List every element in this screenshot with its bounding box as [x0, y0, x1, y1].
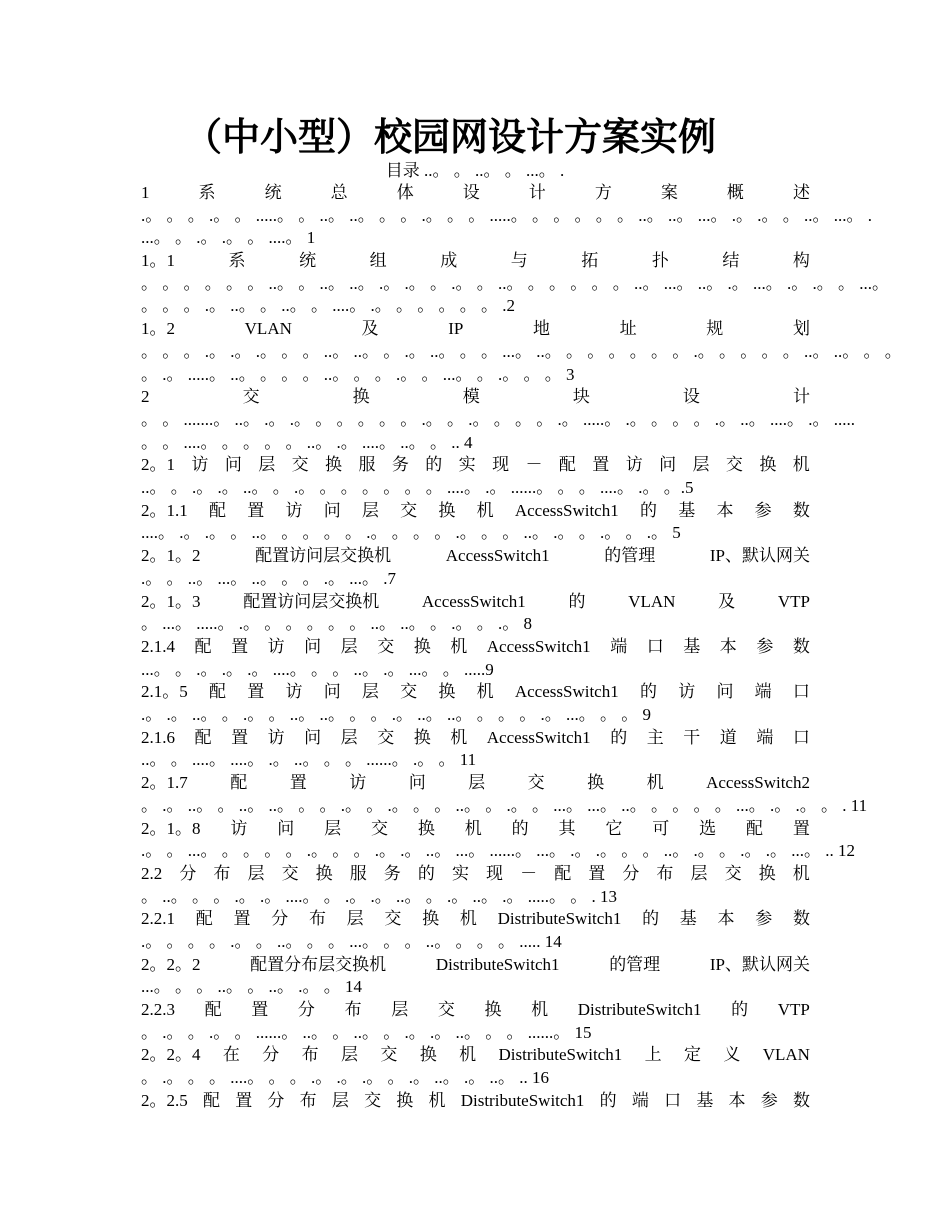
toc-entry-title — [141, 318, 810, 341]
toc-entry-word: 的 — [425, 455, 443, 475]
toc-entry-word: 配 — [202, 1090, 220, 1110]
toc-entry-word: 数 — [792, 500, 810, 520]
toc-leader-and-page: 。 。 。 。 。 。 ..。 。 ..。 ..。 .。 .。 。 .。 。 ..。 。 。 。 。 。 ..。 ...。 ..。 .。 ...。 .。 .。 。 ...。 — [141, 273, 889, 293]
toc-entry-word: 配 — [204, 1000, 222, 1020]
toc-entry-word: 交 — [281, 863, 299, 883]
toc-entry-word: 机 — [464, 818, 482, 838]
toc-entry-word: 口 — [792, 682, 810, 702]
toc-entry-word: 交 — [725, 455, 743, 475]
toc-entry-word: 层 — [340, 636, 358, 656]
toc-entry-title — [141, 386, 810, 409]
toc-entry[interactable] — [141, 591, 810, 636]
toc-entry-word: 结 — [722, 251, 740, 271]
toc-entry-word: 交 — [400, 682, 418, 702]
toc-entry-word: 本 — [719, 636, 737, 656]
toc-entry-word: 访 — [191, 455, 209, 475]
toc-leader-and-page: 。 .。 .....。 ..。 。 。 。 ..。 。 。 .。 。 ...。 。 .。 。 。 3 — [141, 364, 575, 384]
toc-entry-word: 层 — [690, 863, 708, 883]
toc-entry-word: 基 — [683, 636, 701, 656]
toc-entry-word: 务 — [383, 863, 401, 883]
toc-entry-title — [141, 681, 810, 704]
toc-entry-word: 置 — [235, 1090, 253, 1110]
toc-entry-word: 层 — [468, 773, 486, 793]
toc-entry-word: 的 — [511, 818, 529, 838]
toc-entry-word: 系 — [198, 183, 216, 202]
toc-entry-word: 拓 — [581, 251, 599, 271]
toc-entry-word: 基 — [679, 909, 697, 929]
toc-leader-and-page: 。 .。 。 .。 。 ......。 ..。 。 ..。 。 .。 .。 ..。 。 。 ......。 15 — [141, 1022, 592, 1042]
toc-entry-word: 设 — [682, 387, 700, 407]
toc-entry-word: 置 — [289, 773, 307, 793]
toc-entry-word: DistributeSwitch1 — [497, 909, 622, 929]
toc-entry-word: 配 — [195, 909, 213, 929]
toc-entry-word: AccessSwitch1 — [445, 546, 550, 566]
toc-entry-word: 问 — [304, 727, 322, 747]
toc-entry-title — [141, 772, 810, 795]
toc-entry-word: 配 — [194, 727, 212, 747]
toc-leader-and-page: ..。 。 .。 .。 ..。 。 .。 。 。 。 。 。 。 ....。 .。 ......。 。 。 ....。 .。 。.5 — [141, 478, 694, 498]
toc-entry-word: 交 — [377, 727, 395, 747]
toc-entry-word: 配置访问层交换机 — [243, 591, 380, 611]
toc-entry-word: 换 — [417, 818, 435, 838]
toc-entry-word: 设 — [462, 183, 480, 202]
toc-entry-word: 置 — [592, 455, 610, 475]
toc-entry-word: 2。1。2 — [141, 546, 201, 566]
toc-entry-title — [141, 1044, 810, 1067]
toc-entry-word: 服 — [358, 455, 376, 475]
toc-entry-word: 层 — [324, 818, 342, 838]
toc-entry-word: 配 — [194, 636, 212, 656]
toc-entry-title — [141, 727, 810, 750]
toc-entry-word: 层 — [391, 1000, 409, 1020]
toc-entry-word: 的 — [642, 909, 660, 929]
toc-entry-word: VLAN — [628, 591, 676, 611]
toc-entry[interactable] — [141, 1090, 810, 1113]
toc-entry-word: 的 — [599, 1090, 617, 1110]
toc-entry-word: 在 — [222, 1045, 240, 1065]
toc-entry-word: 可 — [652, 818, 670, 838]
toc-entry-word: 的管理 — [609, 954, 661, 974]
toc-entry-word: 交 — [371, 818, 388, 838]
toc-entry-word: 本 — [716, 500, 734, 520]
toc-entry-word: AccessSwitch2 — [706, 773, 810, 793]
toc-entry-word: VTP — [777, 1000, 810, 1020]
toc-entry-word: 基 — [678, 500, 696, 520]
toc-entry-word: 体 — [396, 183, 414, 202]
toc-entry-word: 访 — [267, 727, 285, 747]
toc-entry-word: 置 — [233, 909, 251, 929]
toc-entry-word: 访 — [678, 682, 696, 702]
toc-entry-word: 访 — [230, 818, 248, 838]
toc-entry[interactable] — [141, 954, 810, 999]
toc-entry-word: 机 — [646, 773, 664, 793]
toc-entry-word: 服 — [349, 863, 367, 883]
toc-entry-title — [141, 863, 810, 886]
toc-entry-title — [141, 454, 810, 477]
toc-entry-word: 块 — [572, 387, 590, 407]
toc-leader-and-page: .。 。 ...。 。 。 。 。 .。 。 。 .。 .。 ..。 ...。 ......。 ...。 .。 .。 。 。 ..。 .。 。 .。 .。 ...。 .. 12 — [141, 841, 855, 861]
toc-entry-word: 交 — [377, 636, 395, 656]
toc-entry-word: 问 — [323, 500, 341, 520]
toc-entry-word: 划 — [792, 319, 810, 339]
toc-entry-word: 基 — [696, 1090, 714, 1110]
toc-entry-word: 本 — [728, 1090, 746, 1110]
toc-entry-word: 2。1。8 — [141, 818, 201, 838]
toc-entry-word: 置 — [251, 1000, 269, 1020]
toc-entry-word: 义 — [723, 1045, 741, 1065]
toc-entry[interactable] — [141, 681, 810, 726]
toc-entry-word: 系 — [228, 251, 246, 271]
toc-entry-word: 现 — [486, 863, 504, 883]
toc-entry-word: 布 — [299, 1090, 317, 1110]
toc-entry-word: 问 — [659, 455, 677, 475]
toc-entry-word: VLAN — [762, 1045, 810, 1065]
toc-entry-word: 案 — [660, 183, 678, 202]
toc-leader-and-page: 。 ...。 .....。 .。 。 。 。 。 。 ..。 ..。 。 .。 。 .。 8 — [141, 614, 532, 634]
toc-leader-and-page: ...。 。 。 ..。 。 ..。 .。 。 14 — [141, 977, 362, 997]
toc-entry-title — [141, 250, 810, 273]
toc-entry-word: 机 — [476, 500, 494, 520]
toc-entry-word: 2.2 — [141, 863, 163, 883]
toc-entry-word: 2。2.5 — [141, 1090, 188, 1110]
toc-entry[interactable] — [141, 772, 868, 817]
toc-entry-word: 层 — [361, 500, 379, 520]
toc-entry-word: 2。2。4 — [141, 1045, 201, 1065]
toc-entry-word: 口 — [792, 727, 810, 747]
toc-entry-word: 布 — [308, 909, 326, 929]
toc-entry-word: 交 — [364, 1090, 382, 1110]
toc-entry-word: IP、默认网关 — [709, 954, 810, 974]
toc-entry-word: AccessSwitch1 — [486, 636, 591, 656]
toc-entry-title — [141, 908, 810, 931]
toc-entry-word: 规 — [706, 319, 724, 339]
toc-entry-word: 交 — [380, 1045, 398, 1065]
toc-entry-word: 层 — [341, 1045, 358, 1065]
toc-entry[interactable] — [141, 818, 855, 863]
toc-leader-and-page: ...。 。 .。 .。 。 ....。 1 — [141, 228, 316, 248]
toc-entry-word: 参 — [755, 909, 773, 929]
toc-entry-word: 概 — [726, 183, 744, 202]
toc-entry-word: 构 — [792, 251, 810, 271]
toc-entry-title — [141, 182, 810, 205]
toc-entry-word: 机 — [428, 1090, 446, 1110]
toc-entry-word: 道 — [719, 727, 737, 747]
toc-entry-word: 实 — [458, 455, 476, 475]
toc-entry-title — [141, 818, 810, 841]
toc-entry-word: 置 — [792, 818, 810, 838]
toc-entry-word: 及 — [718, 591, 736, 611]
toc-entry-word: 机 — [792, 863, 810, 883]
toc-entry-word: 访 — [267, 636, 285, 656]
toc-entry-word: 配 — [558, 455, 576, 475]
toc-entry-word: 的 — [639, 682, 657, 702]
toc-entry-word: 的 — [568, 591, 586, 611]
toc-entry-word: 配 — [746, 818, 763, 838]
toc-entry-word: VLAN — [244, 319, 292, 339]
toc-entry-word: 2 — [141, 387, 150, 407]
toc-entry-word: 层 — [331, 1090, 349, 1110]
toc-entry-word: 置 — [247, 682, 265, 702]
toc-entry-word: 布 — [344, 1000, 362, 1020]
toc-entry-word: 定 — [683, 1045, 701, 1065]
toc-entry-word: 交 — [291, 455, 309, 475]
toc-entry-word: 述 — [792, 183, 810, 202]
toc-entry-word: 数 — [792, 636, 810, 656]
toc-entry-word: － — [520, 863, 538, 883]
toc-leader-and-page: 。 .。 ..。 。 ..。 ..。 。 。 .。 。 .。 。 。 ..。 。 .。 。 ...。 ...。 ..。 。 。 。 。 ...。 .。 .。 。 . 11 — [141, 795, 868, 815]
toc-entry-word: 换 — [422, 909, 440, 929]
toc-entry-word: 它 — [605, 818, 623, 838]
toc-entry-word: 问 — [304, 636, 322, 656]
toc-entry[interactable] — [141, 636, 810, 681]
toc-entry-word: 与 — [510, 251, 528, 271]
toc-entry-word: 机 — [476, 682, 494, 702]
toc-entry-title — [141, 591, 810, 614]
toc-entry-word: 数 — [792, 1090, 810, 1110]
toc-entry-word: 总 — [330, 183, 348, 202]
toc-entry-word: DistributeSwitch1 — [498, 1045, 623, 1065]
toc-entry[interactable] — [141, 727, 810, 772]
toc-entry-word: 问 — [277, 818, 295, 838]
toc-entry-word: 访 — [285, 500, 303, 520]
toc-entry[interactable] — [141, 908, 810, 953]
toc-entry-word: 置 — [588, 863, 606, 883]
toc-entry-word: 2。1。3 — [141, 591, 201, 611]
toc-entry-word: 访 — [285, 682, 303, 702]
toc-entry-word: 址 — [619, 319, 637, 339]
toc-entry-word: 上 — [644, 1045, 662, 1065]
toc-entry-word: VTP — [777, 591, 810, 611]
toc-entry-word: 口 — [646, 636, 664, 656]
toc-entry-word: 配 — [554, 863, 572, 883]
toc-entry[interactable] — [141, 1044, 810, 1089]
toc-entry-word: 干 — [683, 727, 701, 747]
toc-entry-word: 层 — [247, 863, 265, 883]
toc-entry-title — [141, 636, 810, 659]
toc-entry[interactable] — [141, 318, 902, 386]
toc-leader-and-page: 。 。 。 .。 .。 .。 。 。 ..。 ..。 。 .。 ..。 。 。 ...。 ..。 。 。 。 。 。 。 .。 。 。 。 。 ..。 ..。 。 。 — [141, 341, 902, 361]
toc-entry-title — [141, 954, 810, 977]
toc-entry-word: AccessSwitch1 — [421, 591, 526, 611]
toc-entry-word: 扑 — [651, 251, 669, 271]
toc-leader-and-page: 。 .。 。 。 ....。 。 。 .。 .。 .。 。 .。 ..。 .。 ..。 .. 16 — [141, 1068, 549, 1088]
toc-entry[interactable] — [141, 545, 810, 590]
toc-entry-title — [141, 500, 810, 523]
toc-entry-word: 端 — [754, 682, 772, 702]
toc-entry-word: DistributeSwitch1 — [435, 954, 560, 974]
toc-entry-word: 的 — [417, 863, 435, 883]
toc-entry-word: 交 — [724, 863, 742, 883]
toc-entry-word: 交 — [384, 909, 402, 929]
toc-entry-word: 计 — [528, 183, 546, 202]
toc-leader-and-page: 。 。 。 .。 ..。 。 ..。 。 ....。 .。 。 。 。 。 。 .2 — [141, 296, 515, 316]
toc-entry-word: 成 — [440, 251, 458, 271]
toc-entry[interactable] — [141, 500, 810, 545]
toc-entry-word: 2.2.3 — [141, 1000, 175, 1020]
toc-entry-word: AccessSwitch1 — [514, 682, 619, 702]
toc-entry[interactable] — [141, 182, 872, 250]
toc-entry-word: 1 — [141, 183, 150, 202]
toc-entry-word: 2。1.7 — [141, 773, 188, 793]
toc-entry-word: 的 — [610, 727, 628, 747]
toc-entry-word: 换 — [396, 1090, 414, 1110]
toc-entry-word: 模 — [462, 387, 480, 407]
toc-entry-word: 1。1 — [141, 251, 175, 271]
toc-entry-word: 2。1.1 — [141, 500, 188, 520]
toc-leader-and-page: .。 .。 ..。 。 .。 。 ..。 ..。 。 。 .。 ..。 ..。 。 。 。 .。 ...。 。 。 9 — [141, 705, 651, 725]
toc-entry-word: 访 — [625, 455, 643, 475]
toc-entry-word: IP、默认网关 — [709, 546, 810, 566]
toc-entry-word: 选 — [699, 818, 717, 838]
toc-entry-title — [141, 1090, 810, 1113]
toc-leader-and-page: ...。 。 .。 .。 .。 ....。 。 。 ..。 .。 ...。 。 .....9 — [141, 659, 494, 679]
toc-entry-word: 层 — [258, 455, 276, 475]
toc-entry-word: 换 — [759, 455, 777, 475]
toc-entry-word: 机 — [450, 727, 468, 747]
toc-entry-word: 配置访问层交换机 — [255, 546, 392, 566]
toc-entry-word: 换 — [438, 500, 456, 520]
table-of-contents — [141, 182, 902, 1113]
toc-entry-word: 参 — [760, 1090, 778, 1110]
toc-leader-and-page: .。 。 ..。 ...。 ..。 。 。 .。 ...。 .7 — [141, 568, 396, 588]
toc-leader-and-page: ....。 .。 .。 。 ..。 。 。 。 。 .。 。 。 。 .。 。 。 ..。 .。 。 .。 。 .。 5 — [141, 523, 681, 543]
toc-entry-word: 问 — [408, 773, 426, 793]
toc-entry-word: 现 — [492, 455, 510, 475]
toc-entry-word: 2.1。5 — [141, 682, 188, 702]
toc-entry-word: 交 — [400, 500, 418, 520]
toc-entry-word: 换 — [758, 863, 776, 883]
toc-entry-word: 口 — [664, 1090, 682, 1110]
toc-entry[interactable] — [141, 386, 855, 454]
toc-entry-word: 本 — [717, 909, 735, 929]
toc-entry[interactable] — [141, 863, 810, 908]
toc-entry-word: 方 — [594, 183, 612, 202]
toc-entry-word: 机 — [450, 636, 468, 656]
toc-entry[interactable] — [141, 454, 810, 499]
toc-entry-word: 交 — [242, 387, 260, 407]
toc-entry-word: 机 — [459, 909, 477, 929]
toc-entry-word: 统 — [264, 183, 282, 202]
toc-entry-word: 地 — [532, 319, 550, 339]
toc-entry-title — [141, 545, 810, 568]
toc-entry-word: 问 — [716, 682, 734, 702]
toc-entry-word: 的 — [639, 500, 657, 520]
toc-entry-word: 层 — [692, 455, 710, 475]
toc-entry-word: 参 — [756, 636, 774, 656]
toc-entry-word: 2.1.6 — [141, 727, 175, 747]
toc-entry-word: 机 — [792, 455, 810, 475]
toc-entry-word: 计 — [792, 387, 810, 407]
toc-entry-word: 换 — [587, 773, 605, 793]
toc-entry-word: 1。2 — [141, 319, 175, 339]
toc-entry-word: 的 — [731, 1000, 749, 1020]
toc-entry-word: 置 — [231, 727, 249, 747]
toc-entry-word: 换 — [438, 682, 456, 702]
toc-entry-word: 实 — [451, 863, 469, 883]
toc-entry-word: 务 — [391, 455, 409, 475]
toc-entry-word: 机 — [531, 1000, 549, 1020]
toc-entry-title — [141, 999, 810, 1022]
toc-entry-word: 端 — [756, 727, 774, 747]
toc-entry-word: 换 — [413, 636, 431, 656]
toc-entry-word: 2。1 — [141, 455, 175, 475]
toc-leader-and-page: .。 。 。 。 .。 。 ..。 。 。 ...。 。 。 ..。 。 。 。 ..... 14 — [141, 931, 562, 951]
toc-entry-word: 换 — [315, 863, 333, 883]
toc-entry-word: 分 — [622, 863, 640, 883]
toc-entry-word: 机 — [459, 1045, 477, 1065]
toc-entry-word: 布 — [656, 863, 674, 883]
toc-entry-word: IP — [448, 319, 464, 339]
toc-entry-word: 层 — [361, 682, 379, 702]
toc-entry-word: 问 — [323, 682, 341, 702]
toc-entry-word: 配置分布层交换机 — [250, 954, 387, 974]
toc-entry-word: 换 — [419, 1045, 437, 1065]
toc-entry-word: 数 — [793, 909, 810, 929]
toc-entry-word: 置 — [231, 636, 249, 656]
toc-entry-word: 端 — [610, 636, 628, 656]
toc-entry-word: DistributeSwitch1 — [577, 1000, 702, 1020]
toc-entry-word: 布 — [213, 863, 231, 883]
toc-entry-word: 分 — [267, 1090, 285, 1110]
toc-entry-word: 配 — [230, 773, 248, 793]
toc-heading: 目录 ..。 。 ..。 。 ...。 . — [385, 161, 565, 180]
toc-entry[interactable] — [141, 250, 889, 318]
toc-entry-word: 层 — [346, 909, 364, 929]
toc-entry-word: 置 — [247, 500, 265, 520]
toc-leader-and-page: .。 。 。 .。 。 .....。 。 ..。 ..。 。 。 .。 。 。 .....。 。 。 。 。 。 ..。 ..。 ...。 .。 .。 。 ..。 ...。 . — [141, 205, 872, 225]
toc-entry-word: 其 — [558, 818, 576, 838]
toc-entry-word: 换 — [352, 387, 370, 407]
document-title: （中小型）校园网设计方案实例 — [183, 115, 716, 159]
toc-leader-and-page: 。 。 .......。 ..。 .。 .。 。 。 。 。 。 .。 。 .。 。 。 。 .。 .....。 .。 。 。 。 .。 ..。 ....。 .。 ..... — [141, 409, 855, 429]
toc-entry-word: 统 — [299, 251, 317, 271]
toc-entry-word: 及 — [361, 319, 379, 339]
toc-entry-word: 配 — [208, 682, 226, 702]
toc-entry-word: 换 — [325, 455, 343, 475]
toc-entry-word: AccessSwitch1 — [514, 500, 619, 520]
toc-leader-and-page: 。 ..。 。 。 .。 .。 ....。 。 .。 .。 ..。 。 .。 ..。 .。 .....。 。 . 13 — [141, 886, 617, 906]
toc-entry-word: 端 — [631, 1090, 649, 1110]
toc-entry-word: 参 — [754, 500, 772, 520]
toc-entry-word: 交 — [527, 773, 545, 793]
toc-entry-word: 2.1.4 — [141, 636, 175, 656]
toc-entry-word: 换 — [413, 727, 431, 747]
toc-entry-word: 换 — [484, 1000, 502, 1020]
toc-entry-word: AccessSwitch1 — [486, 727, 591, 747]
toc-entry[interactable] — [141, 999, 810, 1044]
toc-entry-word: 分 — [271, 909, 289, 929]
toc-entry-word: 分 — [297, 1000, 315, 1020]
toc-entry-word: 主 — [646, 727, 664, 747]
toc-entry-word: 交 — [437, 1000, 455, 1020]
toc-entry-word: 分 — [179, 863, 197, 883]
toc-entry-word: 配 — [208, 500, 226, 520]
toc-entry-word: 的管理 — [604, 546, 656, 566]
toc-entry-word: 组 — [369, 251, 387, 271]
toc-leader-and-page: ..。 。 ....。 ....。 .。 ..。 。 。 ......。 .。 。 11 — [141, 750, 477, 770]
toc-entry-word: 问 — [224, 455, 242, 475]
toc-entry-word: 2。2。2 — [141, 954, 201, 974]
toc-entry-word: 访 — [349, 773, 367, 793]
toc-entry-word: DistributeSwitch1 — [460, 1090, 585, 1110]
toc-leader-and-page: 。 。 ....。 。 。 。 。 ..。 .。 ....。 ..。 。 .. 4 — [141, 432, 473, 452]
toc-entry-word: 分 — [262, 1045, 280, 1065]
toc-entry-word: 层 — [340, 727, 358, 747]
toc-entry-word: 2.2.1 — [141, 909, 175, 929]
toc-entry-word: － — [525, 455, 543, 475]
toc-entry-word: 布 — [301, 1045, 319, 1065]
